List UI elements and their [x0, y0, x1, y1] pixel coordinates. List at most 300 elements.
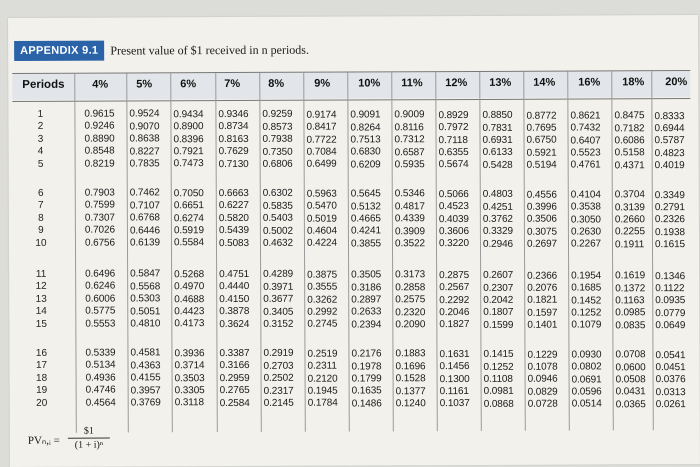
pv-factor-cell: 0.2090 [395, 319, 426, 331]
pv-factor-cell: 0.3875 [307, 269, 338, 281]
pv-factor-cell: 0.2307 [483, 282, 514, 294]
pv-factor-cell: 0.7629 [218, 146, 249, 158]
pv-factor-cell: 0.8900 [173, 121, 204, 133]
pv-factor-cell: 0.2311 [307, 360, 337, 372]
period-number: 18 [35, 372, 48, 384]
period-number: 7 [38, 200, 44, 212]
pv-factor-cell: 0.6246 [85, 280, 116, 293]
pv-factor-cell: 0.3878 [219, 306, 250, 318]
pv-factor-cell: 0.3505 [351, 269, 382, 281]
pv-factor-cell: 0.4423 [174, 306, 205, 318]
pv-factor-cell: 0.1079 [571, 319, 602, 331]
pv-factor-cell: 0.1486 [351, 398, 382, 410]
column-divider [347, 73, 350, 432]
pv-factor-cell: 0.8116 [394, 122, 424, 134]
column-divider [479, 72, 482, 431]
pv-factor-cell: 0.2317 [263, 385, 294, 397]
pv-factor-cell: 0.1346 [655, 270, 686, 282]
pv-factor-cell: 0.2076 [527, 282, 558, 294]
pv-factor-cell: 0.3936 [174, 347, 205, 359]
pv-factor-cell: 0.5066 [438, 188, 469, 200]
pv-factor-cell: 0.8929 [438, 109, 469, 121]
period-number: 17 [35, 360, 48, 372]
pv-factor-cell: 0.3139 [614, 201, 645, 213]
pv-factor-cell: 0.0431 [615, 386, 646, 398]
pv-factor-cell: 0.7835 [129, 158, 160, 170]
pv-factor-cell: 0.1401 [527, 319, 558, 331]
pv-factor-cell: 0.9246 [84, 120, 115, 133]
pv-factor-cell: 0.3186 [351, 281, 382, 294]
pv-factor-cell: 0.2703 [263, 360, 294, 372]
pv-factor-cell: 0.0649 [655, 320, 686, 332]
pv-factor-cell: 0.3329 [482, 226, 513, 238]
rate-column-header: 13% [489, 76, 512, 89]
pv-factor-cell: 0.2575 [395, 294, 426, 306]
pv-factor-cell: 0.8734 [218, 121, 249, 133]
pv-factor-cell: 0.3166 [219, 360, 250, 372]
column-divider [74, 74, 77, 433]
pv-factor-cell: 0.5568 [130, 281, 161, 293]
appendix-title-bar [14, 39, 309, 62]
pv-factor-cell: 0.1452 [571, 295, 602, 307]
pv-factor-cell: 0.3405 [263, 306, 294, 318]
pv-factor-cell: 0.4581 [130, 347, 161, 359]
rate-column-header: 6% [180, 78, 197, 91]
pv-factor-cell: 0.2660 [614, 214, 645, 226]
pv-factor-cell: 0.1685 [571, 282, 602, 294]
pv-factor-cell: 0.6768 [129, 212, 160, 224]
pv-factor-cell: 0.6663 [218, 187, 249, 200]
pv-factor-cell: 0.8475 [614, 110, 645, 122]
period-number: 9 [38, 225, 44, 237]
pv-factor-cell: 0.5835 [262, 200, 293, 212]
pv-factor-cell: 0.3996 [526, 201, 557, 213]
pv-factor-cell: 0.9259 [262, 109, 293, 121]
pv-factor-cell: 0.6006 [85, 293, 116, 305]
pv-factor-cell: 0.0829 [527, 386, 558, 398]
pv-factor-cell: 0.7118 [438, 134, 468, 146]
period-number: 15 [35, 318, 47, 330]
pv-factor-cell: 0.4936 [85, 372, 116, 384]
pv-factor-cell: 0.6302 [262, 188, 293, 200]
pv-factor-cell: 0.3971 [263, 281, 294, 293]
pv-factor-cell: 0.1240 [395, 398, 426, 410]
pv-factor-cell: 0.9615 [84, 108, 115, 120]
period-number: 1 [37, 108, 44, 120]
pv-factor-cell: 0.6086 [614, 135, 645, 147]
pv-factor-cell: 0.2633 [351, 306, 382, 318]
pv-factor-cell: 0.1252 [483, 361, 514, 373]
pv-factor-cell: 0.4523 [438, 201, 469, 213]
pv-factor-cell: 0.5847 [130, 268, 161, 280]
pv-factor-cell: 0.1122 [655, 282, 685, 295]
pv-factor-cell: 0.4761 [570, 159, 601, 171]
pv-factor-cell: 0.7350 [262, 146, 293, 158]
pv-factor-cell: 0.1252 [571, 307, 602, 319]
pv-factor-cell: 0.2946 [482, 238, 514, 250]
period-number: 13 [35, 293, 47, 305]
pv-factor-cell: 0.9070 [129, 121, 160, 133]
period-number: 5 [37, 158, 44, 170]
appendix-label: APPENDIX 9.1 [14, 41, 104, 61]
pv-factor-cell: 0.4289 [263, 269, 294, 281]
pv-factor-cell: 0.5268 [174, 268, 205, 280]
pv-factor-cell: 0.2267 [570, 238, 602, 250]
pv-factor-cell: 0.2745 [307, 318, 338, 331]
pv-factor-cell: 0.3762 [482, 213, 513, 225]
pv-factor-cell: 0.0313 [655, 386, 686, 398]
column-divider [259, 73, 262, 432]
pv-factor-cell: 0.3855 [350, 238, 382, 250]
period-number: 14 [35, 306, 47, 318]
pv-factor-cell: 0.6499 [306, 158, 337, 171]
pv-factor-cell: 0.3173 [395, 269, 426, 281]
pv-factor-cell: 0.0596 [571, 386, 602, 398]
pv-factor-cell: 0.5820 [218, 212, 249, 224]
pv-factor-cell: 0.8621 [570, 110, 601, 122]
rate-column-header: 18% [622, 76, 645, 89]
pv-factor-cell: 0.0779 [655, 307, 686, 319]
pv-factor-cell: 0.3305 [174, 385, 205, 397]
pv-factor-cell: 0.5132 [350, 200, 381, 213]
pv-factor-cell: 0.2919 [263, 348, 294, 360]
pv-factor-cell: 0.2394 [351, 319, 382, 331]
pv-factor-cell: 0.2046 [439, 306, 470, 319]
column-divider [651, 71, 654, 430]
pv-factor-cell: 0.3349 [654, 189, 685, 201]
pv-factor-cell: 0.1037 [439, 398, 470, 410]
pv-factor-cell: 0.8219 [84, 158, 115, 170]
pv-factor-cell: 0.4817 [394, 201, 425, 213]
period-number: 16 [35, 347, 48, 359]
pv-factor-cell: 0.2607 [483, 269, 514, 282]
pv-factor-cell: 0.7050 [173, 187, 204, 199]
pv-factor-cell: 0.6133 [482, 147, 513, 159]
pv-factor-cell: 0.5935 [394, 159, 425, 171]
pv-factor-cell: 0.1635 [351, 385, 382, 397]
pv-factor-cell: 0.8890 [84, 133, 115, 145]
pv-factor-cell: 0.3538 [570, 201, 601, 213]
period-number: 12 [35, 281, 47, 293]
pv-factor-cell: 0.6806 [262, 158, 293, 170]
pv-factor-cell: 0.0946 [527, 373, 558, 386]
pv-factor-cell: 0.0600 [615, 361, 646, 373]
pv-factor-cell: 0.8333 [654, 110, 685, 122]
fraction-bar [68, 438, 110, 439]
pv-factor-cell: 0.5645 [350, 188, 381, 200]
pv-factor-cell: 0.5083 [218, 237, 250, 249]
pv-factor-cell: 0.5439 [218, 225, 249, 237]
pv-factor-cell: 0.0835 [615, 320, 646, 332]
pv-factor-cell: 0.0728 [527, 398, 558, 410]
pv-factor-cell: 0.3152 [263, 318, 294, 330]
pv-factor-cell: 0.5051 [130, 305, 161, 318]
pv-factor-cell: 0.1883 [395, 348, 426, 360]
pv-factor-cell: 0.5523 [570, 147, 601, 159]
pv-factor-cell: 0.4970 [174, 281, 205, 293]
pv-factor-cell: 0.1161 [439, 385, 469, 398]
pv-factor-cell: 0.7312 [394, 134, 425, 146]
pv-factor-cell: 0.4224 [306, 237, 338, 250]
pv-factor-cell: 0.2584 [219, 397, 250, 409]
formula-fraction [68, 426, 110, 451]
pv-factor-cell: 0.4823 [654, 147, 685, 159]
pv-factor-cell: 0.3555 [307, 281, 338, 293]
pv-factor-cell: 0.0365 [615, 399, 646, 411]
pv-factor-cell: 0.1528 [395, 373, 426, 385]
period-number: 4 [37, 146, 44, 158]
pv-factor-cell: 0.9091 [350, 109, 381, 121]
pv-factor-cell: 0.1784 [307, 397, 338, 410]
pv-factor-cell: 0.4155 [130, 372, 161, 384]
appendix-page [8, 15, 700, 467]
pv-factor-cell: 0.7599 [84, 199, 115, 212]
pv-factor-cell: 0.4746 [85, 384, 116, 396]
pv-factor-cell: 0.8850 [482, 109, 513, 122]
pv-factor-cell: 0.3704 [614, 189, 645, 201]
column-divider [303, 73, 306, 432]
pv-factor-cell: 0.2320 [395, 306, 426, 318]
pv-factor-cell: 0.5674 [438, 159, 469, 171]
period-number: 6 [37, 187, 44, 199]
present-value-table [8, 15, 698, 18]
pv-factor-cell: 0.7695 [526, 122, 557, 134]
pv-factor-cell: 0.6446 [129, 224, 160, 237]
pv-factor-cell: 0.4173 [174, 318, 205, 330]
pv-factor-cell: 0.4371 [614, 160, 645, 172]
pv-factor-cell: 0.8227 [129, 145, 160, 158]
pv-factor-cell: 0.1415 [483, 348, 514, 361]
pv-factor-cell: 0.2519 [307, 348, 338, 360]
pv-factor-cell: 0.4564 [85, 397, 116, 409]
pv-factor-cell: 0.8573 [262, 121, 293, 133]
pv-factor-cell: 0.6830 [350, 146, 381, 158]
pv-factor-cell: 0.7831 [482, 122, 513, 134]
period-number: 8 [38, 212, 44, 224]
pv-factor-cell: 0.0376 [655, 374, 686, 386]
rate-column-header: 4% [92, 78, 109, 91]
pv-factor-cell: 0.2502 [263, 372, 294, 385]
pv-factor-cell: 0.2959 [219, 372, 250, 384]
pv-factor-cell: 0.5134 [85, 359, 116, 372]
pv-factor-cell: 0.3606 [438, 225, 469, 238]
pv-factor-cell: 0.6931 [482, 134, 513, 146]
pv-factor-cell: 0.2366 [527, 270, 558, 282]
pv-factor-cell: 0.7921 [173, 146, 204, 158]
pv-factor-cell: 0.5019 [306, 213, 337, 225]
column-divider [523, 72, 526, 431]
rate-column-header: 16% [578, 76, 601, 89]
pv-factor-cell: 0.7473 [173, 158, 204, 170]
pv-factor-cell: 0.1229 [527, 349, 558, 361]
pv-factor-cell: 0.1615 [654, 239, 686, 251]
pv-factor-cell: 0.5428 [482, 159, 513, 171]
pv-factor-cell: 0.1696 [395, 361, 426, 373]
pv-factor-cell: 0.1945 [307, 385, 338, 397]
pv-factor-cell: 0.5919 [173, 225, 204, 237]
pv-factor-cell: 0.6587 [394, 146, 425, 158]
pv-factor-cell: 0.1619 [615, 270, 646, 282]
pv-factor-cell: 0.4688 [174, 293, 205, 305]
pv-factor-cell: 0.4019 [654, 160, 685, 172]
pv-factor-cell: 0.0868 [483, 398, 514, 410]
pv-factor-cell: 0.1456 [439, 361, 470, 373]
pv-factor-cell: 0.3909 [394, 225, 425, 237]
pv-factor-cell: 0.5553 [85, 318, 116, 330]
pv-factor-cell: 0.1821 [527, 294, 558, 307]
pv-factor-cell: 0.1108 [483, 373, 513, 385]
pv-factor-cell: 0.0451 [655, 361, 686, 374]
pv-factor-cell: 0.5403 [262, 212, 293, 225]
pv-factor-cell: 0.5339 [85, 347, 116, 359]
column-divider [391, 72, 394, 431]
pv-factor-cell: 0.5303 [130, 293, 161, 305]
pv-factor-cell: 0.2630 [570, 226, 601, 238]
pv-factor-cell: 0.7972 [438, 122, 469, 134]
pv-factor-cell: 0.6274 [173, 212, 204, 224]
pv-factor-cell: 0.1599 [483, 319, 514, 331]
pv-factor-cell: 0.4440 [219, 281, 250, 293]
pv-factor-cell: 0.6496 [85, 268, 116, 280]
pv-factor-cell: 0.7903 [84, 187, 115, 199]
pv-factor-cell: 0.1954 [571, 270, 602, 282]
pv-factor-cell: 0.0981 [483, 386, 514, 398]
pv-factor-cell: 0.9346 [218, 108, 249, 121]
pv-factor-cell: 0.4150 [219, 293, 250, 305]
rate-column-header: 9% [314, 77, 331, 90]
pv-factor-cell: 0.5921 [526, 147, 557, 159]
pv-factor-cell: 0.9524 [129, 108, 160, 120]
formula-denominator: (1 + i)ⁿ [74, 439, 103, 451]
pv-factor-cell: 0.4339 [394, 213, 425, 225]
pv-factor-cell: 0.0261 [655, 399, 686, 411]
pv-factor-cell: 0.3769 [130, 397, 161, 409]
pv-factor-cell: 0.4604 [306, 225, 337, 237]
pv-factor-cell: 0.2875 [439, 269, 470, 281]
pv-factor-cell: 0.7182 [614, 122, 645, 134]
pv-factor-cell: 0.2292 [439, 294, 470, 306]
rate-column-header: 8% [268, 77, 285, 90]
pv-factor-cell: 0.8264 [350, 121, 381, 134]
formula-lhs: PVₙ,ᵢ = [27, 434, 60, 447]
pv-factor-cell: 0.8772 [526, 110, 557, 122]
pv-factor-cell: 0.2120 [307, 373, 338, 385]
pv-factor-cell: 0.0508 [615, 374, 646, 386]
rate-column-header: 20% [665, 76, 688, 89]
periods-column-header: Periods [22, 78, 65, 91]
pv-factor-cell: 0.7432 [570, 122, 601, 134]
pv-factor-cell: 0.0935 [655, 295, 686, 307]
pv-factor-cell: 0.3262 [307, 294, 338, 306]
column-divider [170, 73, 173, 432]
pv-factor-cell: 0.7513 [350, 134, 381, 146]
period-number: 3 [37, 133, 44, 145]
formula-numerator: $1 [83, 425, 94, 437]
pv-factor-cell: 0.5346 [394, 188, 425, 200]
pv-factor-cell: 0.2897 [351, 294, 382, 306]
pv-factor-cell: 0.4810 [130, 318, 161, 330]
pv-factor-cell: 0.3503 [174, 372, 205, 384]
pv-factor-cell: 0.2697 [526, 238, 558, 250]
pv-factor-cell: 0.6355 [438, 146, 469, 159]
column-divider [611, 71, 614, 430]
rate-column-header: 12% [445, 76, 468, 90]
pv-factor-cell: 0.3118 [174, 397, 204, 409]
pv-factor-cell: 0.1807 [483, 307, 514, 319]
pv-factor-cell: 0.6756 [84, 237, 116, 249]
pv-factor-cell: 0.4556 [526, 189, 557, 201]
pv-factor-cell: 0.0930 [571, 349, 602, 361]
column-divider [126, 73, 129, 432]
period-number: 10 [35, 237, 47, 249]
pv-factor-cell: 0.8417 [306, 121, 337, 133]
pv-factor-cell: 0.0802 [571, 361, 602, 373]
pv-factor-cell: 0.7026 [84, 224, 115, 236]
pv-factor-cell: 0.1597 [527, 307, 558, 319]
period-number: 11 [35, 268, 47, 280]
pv-factor-cell: 0.6944 [654, 122, 685, 135]
pv-factor-cell: 0.1938 [654, 226, 685, 238]
pv-factor-cell: 0.2326 [654, 214, 685, 226]
pv-factor-cell: 0.2255 [614, 226, 645, 238]
column-divider [215, 73, 218, 432]
pv-factor-cell: 0.1631 [439, 348, 470, 360]
pv-factor-cell: 0.8548 [84, 145, 115, 157]
pv-factor-cell: 0.4039 [438, 213, 469, 225]
pv-factor-cell: 0.0514 [571, 398, 602, 410]
pv-factor-cell: 0.2042 [483, 294, 514, 306]
rate-column-header: 11% [401, 77, 423, 90]
pv-factor-cell: 0.7084 [306, 146, 337, 158]
pv-factor-cell: 0.1163 [615, 295, 645, 307]
pv-factor-cell: 0.0985 [615, 307, 646, 319]
pv-factor-cell: 0.7130 [218, 158, 249, 170]
pv-factor-cell: 0.2858 [395, 282, 426, 294]
period-number: 19 [36, 385, 48, 397]
pv-factor-cell: 0.1827 [439, 319, 470, 331]
pv-factor-cell: 0.6407 [570, 135, 601, 147]
appendix-caption: Present value of $1 received in n periods. [110, 42, 309, 58]
pv-factor-cell: 0.1911 [614, 239, 645, 251]
pv-factor-cell: 0.5787 [654, 135, 685, 147]
pv-factor-cell: 0.3957 [130, 384, 161, 397]
pv-factor-cell: 0.2176 [351, 348, 382, 360]
pv-factor-cell: 0.3677 [263, 293, 294, 306]
rate-column-header: 7% [224, 77, 241, 91]
pv-factor-cell: 0.2567 [439, 282, 470, 294]
pv-factor-cell: 0.3714 [174, 360, 205, 372]
pv-factor-cell: 0.4363 [130, 360, 161, 372]
pv-factor-cell: 0.1372 [615, 282, 646, 294]
pv-factor-cell: 0.9009 [394, 109, 425, 121]
pv-factor-cell: 0.3506 [526, 213, 557, 226]
pv-factor-cell: 0.6651 [173, 200, 204, 212]
pv-factor-cell: 0.6750 [526, 134, 557, 147]
pv-factor-cell: 0.4251 [482, 201, 513, 213]
pv-factor-cell: 0.0708 [615, 349, 646, 361]
pv-factor-cell: 0.7107 [129, 200, 160, 212]
pv-factor-cell: 0.7938 [262, 133, 293, 146]
rate-column-header: 5% [136, 78, 153, 91]
pv-factor-cell: 0.5963 [306, 188, 337, 200]
pv-factor-cell: 0.7722 [306, 134, 337, 146]
pv-factor-cell: 0.5194 [526, 159, 557, 171]
pv-factor-cell: 0.5470 [306, 200, 337, 212]
pv-factor-cell: 0.3220 [438, 238, 470, 250]
pv-factor-cell: 0.4751 [219, 268, 250, 281]
pv-factor-cell: 0.1377 [395, 385, 426, 397]
pv-factor-cell: 0.4632 [262, 237, 294, 249]
